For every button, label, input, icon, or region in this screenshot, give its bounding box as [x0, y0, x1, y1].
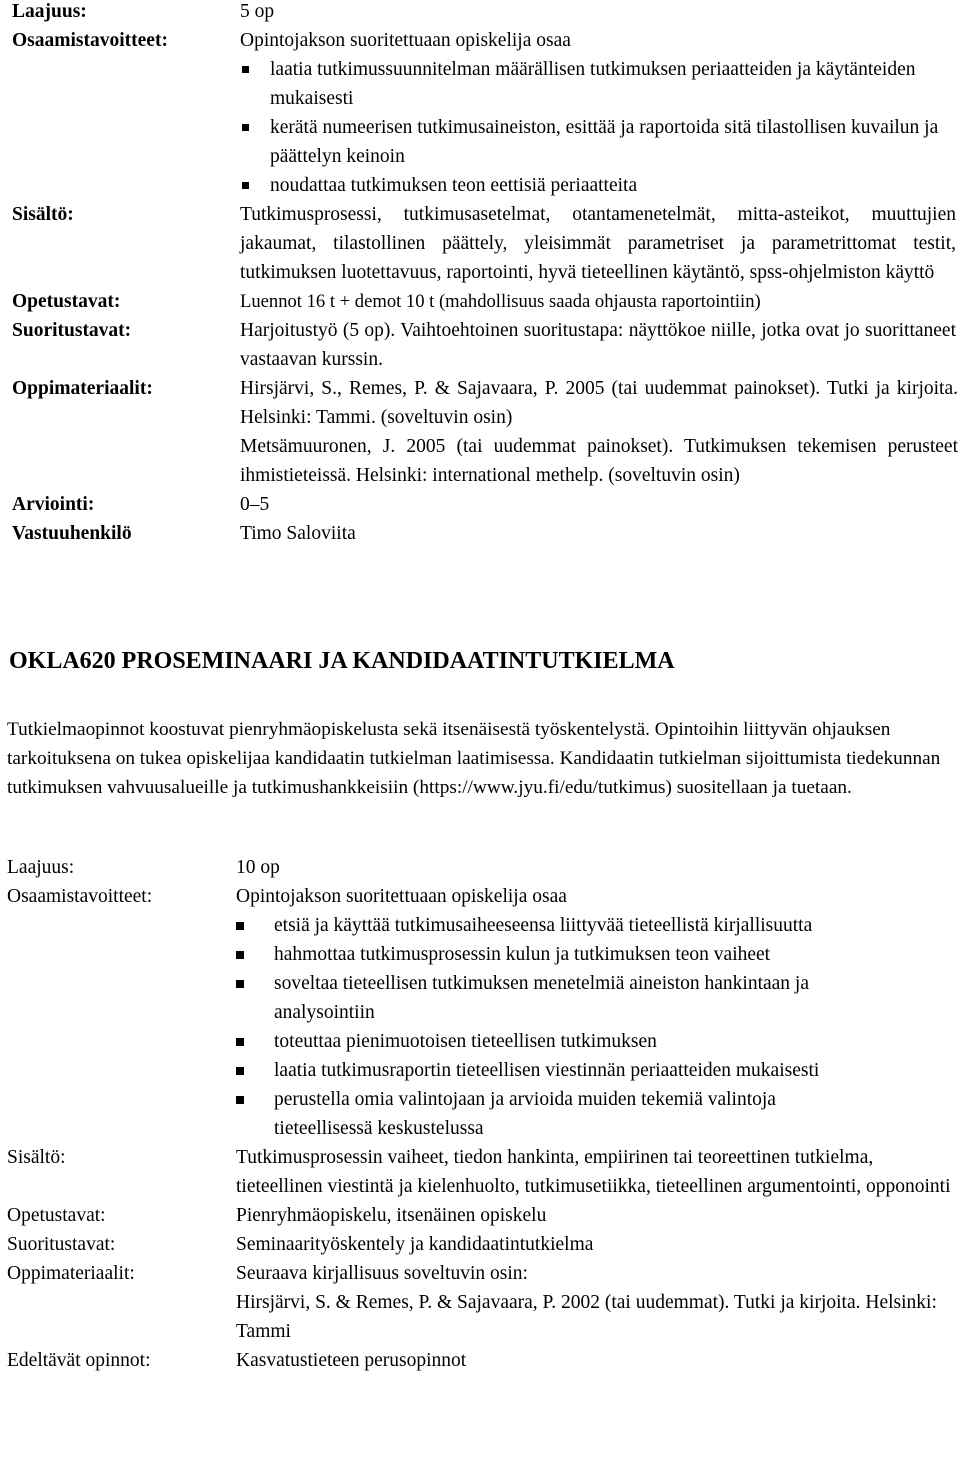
field-arviointi: [0, 490, 960, 519]
list-item: soveltaa tieteellisen tutkimuksen menetelmiä aineiston hankintaan ja analysointiin: [236, 969, 876, 1027]
field-osaamistavoitteet: [0, 882, 960, 1143]
list-item: laatia tutkimussuunnitelman määrällisen tutkimuksen periaatteiden ja käytänteiden mukaisesti: [240, 55, 950, 113]
field-value: Timo Saloviita: [240, 523, 356, 544]
course-intro: Tutkielmaopinnot koostuvat pienryhmäopiskelusta sekä itsenäisestä työskentelystä. Opintoihin liittyvän ohjauksen tarkoituksena on tukea opiskelijaa kandidaatin tutkielman laatimisessa. Kandidaatin tutkielman sijoittumista tiedekunnan tutkimuksen vahvuusalueille ja tutkimushankkeisiin (https://www.jyu.fi/edu/tutkimus) suositellaan ja tuetaan.: [7, 719, 941, 798]
field-osaamistavoitteet: [0, 26, 960, 200]
goals-intro: Opintojakson suoritettuaan opiskelija osaa: [240, 30, 571, 51]
field-label: Sisältö:: [12, 204, 74, 225]
reference: Metsämuuronen, J. 2005 (tai uudemmat painokset). Tutkimuksen tekemisen perusteet ihmistieteissä. Helsinki: international methelp. (soveltuvin osin): [240, 436, 958, 486]
field-label: Oppimateriaalit:: [12, 378, 153, 399]
list-item: kerätä numeerisen tutkimusaineiston, esittää ja raportoida sitä tilastollisen kuvailun ja päättelyn keinoin: [240, 113, 950, 171]
goals-list: [236, 911, 876, 1143]
field-label: Arviointi:: [12, 494, 95, 515]
reference: Hirsjärvi, S. & Remes, P. & Sajavaara, P. 2002 (tai uudemmat). Tutki ja kirjoita. Helsinki: Tammi: [236, 1292, 937, 1342]
field-value: Tutkimusprosessin vaiheet, tiedon hankinta, empiirinen tai teoreettinen tutkielma, tieteellinen viestintä ja kielenhuolto, tutkimusetiikka, tieteellinen argumentointi, opponointi: [236, 1147, 951, 1197]
field-value: Tutkimusprosessi, tutkimusasetelmat, otantamenetelmät, mitta-asteikot, muuttujien jakaumat, tilastollinen päättely, yleisimmät parametriset ja parametrittomat testit, tutkimuksen luotettavuus, raportointi, hyvä tieteellinen käytäntö, spss-ohjelmiston käyttö: [240, 204, 956, 283]
field-label: Laajuus:: [12, 1, 87, 22]
field-sisalto: [0, 200, 960, 287]
field-label: Osaamistavoitteet:: [7, 886, 153, 907]
list-item: etsiä ja käyttää tutkimusaiheeseensa liittyvää tieteellistä kirjallisuutta: [236, 911, 876, 940]
field-sisalto: [0, 1143, 960, 1201]
field-suoritustavat: [0, 1230, 960, 1259]
field-value: 10 op: [236, 857, 280, 878]
list-item: hahmottaa tutkimusprosessin kulun ja tutkimuksen teon vaiheet: [236, 940, 876, 969]
field-opetustavat: [0, 287, 960, 316]
field-value: 0–5: [240, 494, 270, 515]
field-label: Oppimateriaalit:: [7, 1263, 135, 1284]
field-suoritustavat: [0, 316, 960, 374]
field-oppimateriaalit: [0, 1259, 960, 1346]
field-label: Opetustavat:: [7, 1205, 106, 1226]
goals-list: [240, 55, 950, 200]
list-item: laatia tutkimusraportin tieteellisen viestinnän periaatteiden mukaisesti: [236, 1056, 876, 1085]
course2-section: [0, 853, 960, 1375]
materials-intro: Seuraava kirjallisuus soveltuvin osin:: [236, 1263, 528, 1284]
course2-header: [0, 645, 960, 802]
field-label: Laajuus:: [7, 857, 75, 878]
reference: Hirsjärvi, S., Remes, P. & Sajavaara, P. 2005 (tai uudemmat painokset). Tutki ja kirjoita. Helsinki: Tammi. (soveltuvin osin): [240, 378, 958, 428]
course1-section: [0, 0, 960, 548]
field-value: Seminaarityöskentely ja kandidaatintutkielma: [236, 1234, 594, 1255]
field-value: Pienryhmäopiskelu, itsenäinen opiskelu: [236, 1205, 547, 1226]
list-item: noudattaa tutkimuksen teon eettisiä periaatteita: [240, 171, 950, 200]
list-item: perustella omia valintojaan ja arvioida muiden tekemiä valintoja tieteellisessä keskustelussa: [236, 1085, 876, 1143]
field-opetustavat: [0, 1201, 960, 1230]
field-label: Osaamistavoitteet:: [12, 30, 168, 51]
field-laajuus: [0, 853, 960, 882]
field-label: Vastuuhenkilö: [12, 523, 132, 544]
field-vastuuhenkilo: [0, 519, 960, 548]
field-laajuus: [0, 0, 960, 26]
field-label: Suoritustavat:: [7, 1234, 116, 1255]
field-label: Sisältö:: [7, 1147, 66, 1168]
field-label: Edeltävät opinnot:: [7, 1350, 151, 1371]
field-label: Suoritustavat:: [12, 320, 132, 341]
field-value: Luennot 16 t + demot 10 t (mahdollisuus saada ohjausta raportointiin): [240, 291, 761, 312]
field-value: 5 op: [240, 1, 275, 22]
goals-intro: Opintojakson suoritettuaan opiskelija osaa: [236, 886, 567, 907]
field-edeltavat: [0, 1346, 960, 1375]
field-label: Opetustavat:: [12, 291, 121, 312]
course-title: OKLA620 PROSEMINAARI JA KANDIDAATINTUTKIELMA: [9, 648, 675, 674]
list-item: toteuttaa pienimuotoisen tieteellisen tutkimuksen: [236, 1027, 876, 1056]
field-oppimateriaalit: [0, 374, 960, 490]
field-value: Kasvatustieteen perusopinnot: [236, 1350, 467, 1371]
field-value: Harjoitustyö (5 op). Vaihtoehtoinen suoritustapa: näyttökoe niille, jotka ovat jo suorittaneet vastaavan kurssin.: [240, 320, 956, 370]
